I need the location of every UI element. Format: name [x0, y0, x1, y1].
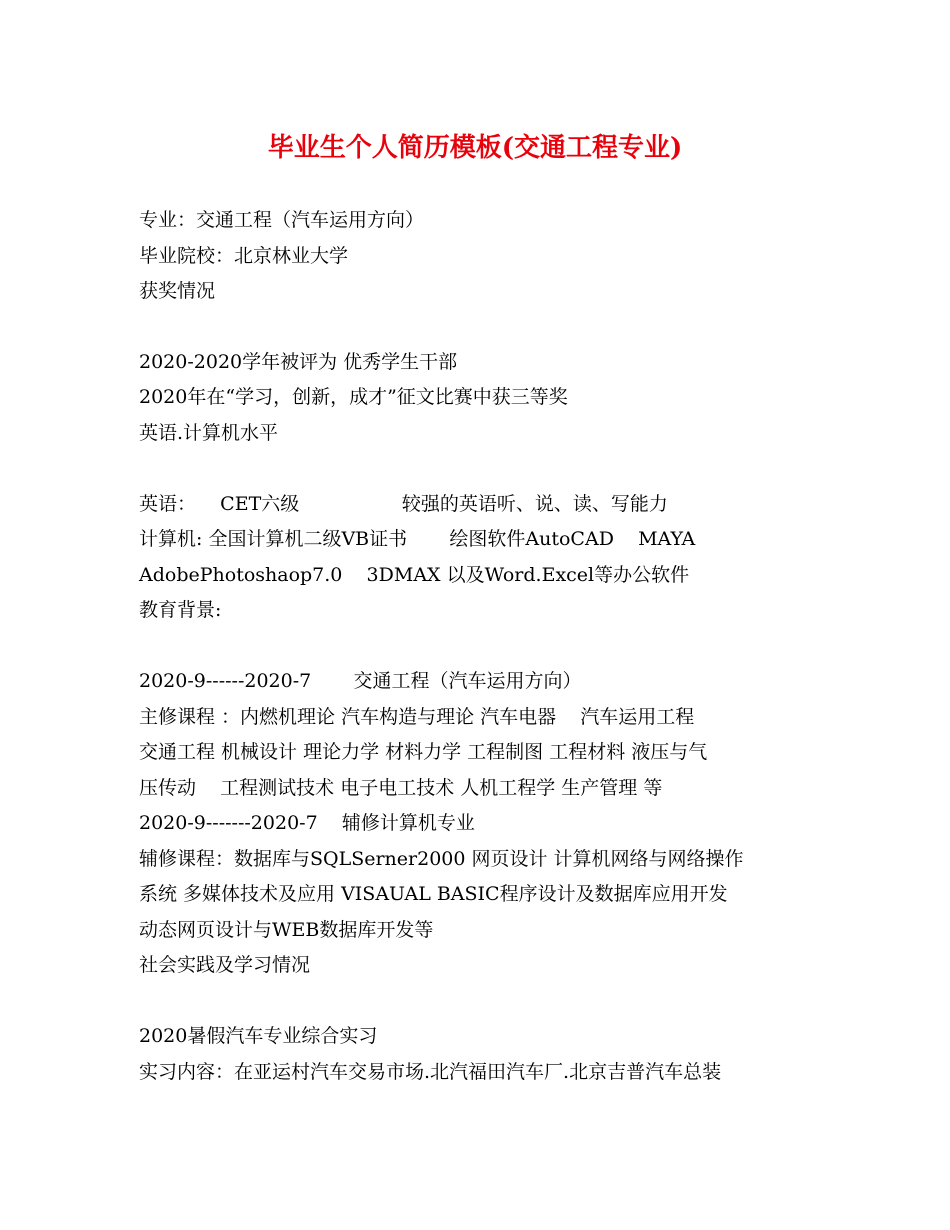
text-line-computer: 计算机: 全国计算机二级VB证书 绘图软件AutoCAD MAYA	[139, 528, 696, 550]
text-line-major-courses-3: 压传动 工程测试技术 电子电工技术 人机工程学 生产管理 等	[139, 777, 663, 799]
text-line-internship-content: 实习内容：在亚运村汽车交易市场.北汽福田汽车厂.北京吉普汽车总装	[139, 1061, 722, 1083]
text-line-internship: 2020暑假汽车专业综合实习	[139, 1025, 378, 1047]
text-line-software: AdobePhotoshaop7.0 3DMAX 以及Word.Excel等办公软件	[139, 564, 690, 586]
section-heading-awards: 获奖情况	[139, 280, 216, 302]
section-heading-practice: 社会实践及学习情况	[139, 954, 311, 976]
section-heading-skills: 英语.计算机水平	[139, 422, 279, 444]
text-line-edu-period-1: 2020-9------2020-7 交通工程（汽车运用方向）	[139, 670, 582, 692]
text-line-minor-courses-1: 辅修课程：数据库与SQLSerner2000 网页设计 计算机网络与网络操作	[139, 848, 744, 870]
text-line-major: 专业：交通工程（汽车运用方向）	[139, 209, 425, 231]
text-line-award-2: 2020年在“学习，创新，成才”征文比赛中获三等奖	[139, 386, 568, 408]
text-line-major-courses-2: 交通工程 机械设计 理论力学 材料力学 工程制图 工程材料 液压与气	[139, 741, 708, 763]
section-heading-education: 教育背景:	[139, 599, 222, 621]
text-line-school: 毕业院校：北京林业大学	[139, 245, 349, 267]
document-title: 毕业生个人简历模板(交通工程专业)	[267, 133, 683, 163]
text-line-award-1: 2020-2020学年被评为 优秀学生干部	[139, 351, 458, 373]
text-line-minor-courses-3: 动态网页设计与WEB数据库开发等	[139, 919, 434, 941]
text-line-minor-courses-2: 系统 多媒体技术及应用 VISAUAL BASIC程序设计及数据库应用开发	[139, 883, 728, 905]
text-line-english: 英语： CET六级 较强的英语听、说、读、写能力	[139, 493, 668, 515]
text-line-major-courses-1: 主修课程 ：内燃机理论 汽车构造与理论 汽车电器 汽车运用工程	[139, 706, 695, 728]
text-line-edu-period-2: 2020-9-------2020-7 辅修计算机专业	[139, 812, 475, 834]
